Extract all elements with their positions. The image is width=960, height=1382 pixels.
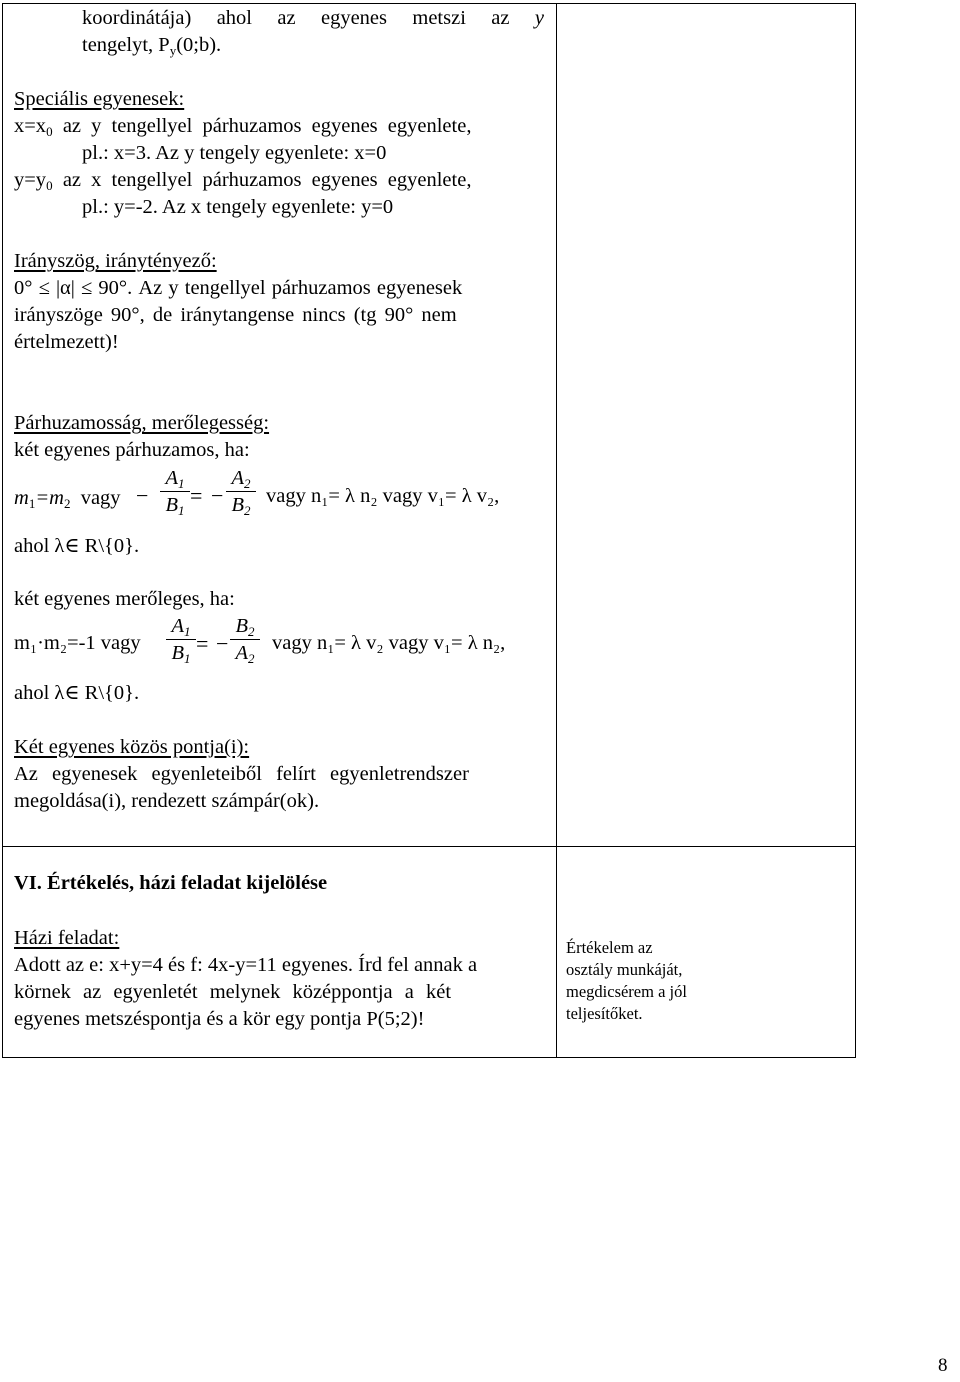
subscript: 0 bbox=[46, 178, 53, 193]
special-line4: pl.: y=-2. Az x tengely egyenlete: y=0 bbox=[82, 196, 394, 218]
subscript: 2 bbox=[244, 503, 251, 518]
angle-line3: értelmezett)! bbox=[14, 331, 119, 353]
homework-line1: Adott az e: x+y=4 és f: 4x-y=11 egyenes. Írd fel annak a bbox=[14, 954, 478, 976]
angle-line2: irányszöge 90°, de iránytangense nincs (tg 90° nem bbox=[14, 304, 457, 326]
minus-sign: − bbox=[211, 483, 224, 508]
word: az bbox=[277, 7, 296, 29]
fraction-bar bbox=[166, 639, 196, 640]
text: B bbox=[171, 642, 185, 664]
perp-ahol: ahol λ∈ R\{0}. bbox=[14, 682, 140, 704]
section-title: VI. Értékelés, házi feladat kijelölése bbox=[14, 872, 328, 894]
minus-sign: − bbox=[136, 483, 149, 508]
special-line3 bbox=[14, 167, 471, 194]
row-divider bbox=[3, 846, 855, 847]
homework-line2: körnek az egyenletét melynek középpontja a két bbox=[14, 981, 452, 1003]
denominator bbox=[166, 641, 196, 665]
parallel-condition bbox=[14, 485, 121, 512]
word: ahol bbox=[216, 7, 252, 29]
text: tengelyt, P bbox=[82, 34, 170, 56]
perp-rest: vagy n₁= λ v₂ vagy v₁= λ n₂, bbox=[272, 632, 506, 654]
fraction-b2-a2 bbox=[230, 614, 260, 665]
eval-line4: teljesítőket. bbox=[566, 1004, 643, 1023]
fraction-bar bbox=[226, 491, 256, 492]
common-heading: Két egyenes közös pontja(i): bbox=[14, 736, 250, 758]
denominator bbox=[230, 641, 260, 665]
minus-sign: − bbox=[216, 631, 229, 656]
parallel-intro: két egyenes párhuzamos, ha: bbox=[14, 439, 250, 461]
eval-line1: Értékelem az bbox=[566, 938, 653, 957]
text: az y tengellyel párhuzamos egyenes egyenlete, bbox=[62, 115, 472, 137]
subscript: 1 bbox=[178, 476, 185, 491]
angle-line1: 0° ≤ |α| ≤ 90°. Az y tengellyel párhuzamos egyenesek bbox=[14, 277, 463, 299]
denominator bbox=[226, 493, 256, 517]
perp-intro: két egyenes merőleges, ha: bbox=[14, 588, 235, 610]
word: y bbox=[534, 7, 544, 29]
subscript: 2 bbox=[63, 496, 71, 511]
equals-sign: = bbox=[196, 631, 209, 656]
word: metszi bbox=[412, 7, 466, 29]
text: A bbox=[165, 467, 179, 489]
fraction-bar bbox=[160, 491, 190, 492]
homework-line3: egyenes metszéspontja és a kör egy pontja P(5;2)! bbox=[14, 1008, 425, 1030]
word: egyenes bbox=[320, 7, 387, 29]
subscript: 1 bbox=[184, 651, 191, 666]
text: A bbox=[231, 467, 245, 489]
text: =m bbox=[35, 487, 64, 509]
text: A bbox=[235, 642, 249, 664]
text: m bbox=[14, 487, 29, 509]
column-divider bbox=[556, 4, 557, 1057]
text: y=y bbox=[14, 169, 47, 191]
equals-sign: = bbox=[190, 483, 203, 508]
subscript: 2 bbox=[248, 651, 255, 666]
parallel-ahol: ahol λ∈ R\{0}. bbox=[14, 535, 140, 557]
homework-heading: Házi feladat: bbox=[14, 927, 120, 949]
numerator bbox=[160, 466, 190, 490]
special-heading: Speciális egyenesek: bbox=[14, 88, 185, 110]
denominator bbox=[160, 493, 190, 517]
parallel-rest: vagy n₁= λ n₂ vagy v₁= λ v₂, bbox=[266, 485, 500, 507]
text: B bbox=[231, 494, 245, 516]
subscript: 1 bbox=[184, 624, 191, 639]
fraction-a1-b1 bbox=[166, 614, 196, 665]
numerator bbox=[166, 614, 196, 638]
subscript: 0 bbox=[46, 124, 53, 139]
text: B bbox=[165, 494, 179, 516]
text: A bbox=[171, 615, 185, 637]
subscript: 1 bbox=[178, 503, 185, 518]
page-number: 8 bbox=[938, 1355, 948, 1376]
text: B bbox=[235, 615, 249, 637]
eval-line2: osztály munkáját, bbox=[566, 960, 683, 979]
text: (0;b). bbox=[176, 34, 222, 56]
text: az x tengellyel párhuzamos egyenes egyenlete, bbox=[62, 169, 472, 191]
special-line1 bbox=[14, 113, 545, 140]
word: koordinátája) bbox=[82, 7, 192, 29]
text: vagy bbox=[80, 487, 121, 509]
fraction-bar bbox=[230, 639, 260, 640]
word: az bbox=[491, 7, 510, 29]
common-line1: Az egyenesek egyenleteiből felírt egyenletrendszer bbox=[14, 763, 469, 785]
special-line2: pl.: x=3. Az y tengely egyenlete: x=0 bbox=[82, 142, 387, 164]
fraction-a1-b1 bbox=[160, 466, 190, 517]
common-line2: megoldása(i), rendezett számpár(ok). bbox=[14, 790, 320, 812]
subscript: 1 bbox=[28, 496, 36, 511]
angle-heading: Irányszög, iránytényező: bbox=[14, 250, 217, 272]
p1-line1 bbox=[82, 5, 544, 32]
parallel-heading: Párhuzamosság, merőlegesség: bbox=[14, 412, 270, 434]
numerator bbox=[230, 614, 260, 638]
subscript: y bbox=[169, 43, 177, 58]
numerator bbox=[226, 466, 256, 490]
subscript: 2 bbox=[248, 624, 255, 639]
eval-line3: megdicsérem a jól bbox=[566, 982, 687, 1001]
text: x=x bbox=[14, 115, 47, 137]
subscript: 2 bbox=[244, 476, 251, 491]
p1-line2 bbox=[82, 32, 221, 59]
fraction-a2-b2 bbox=[226, 466, 256, 517]
perp-condition: m₁·m₂=-1 vagy bbox=[14, 632, 141, 654]
